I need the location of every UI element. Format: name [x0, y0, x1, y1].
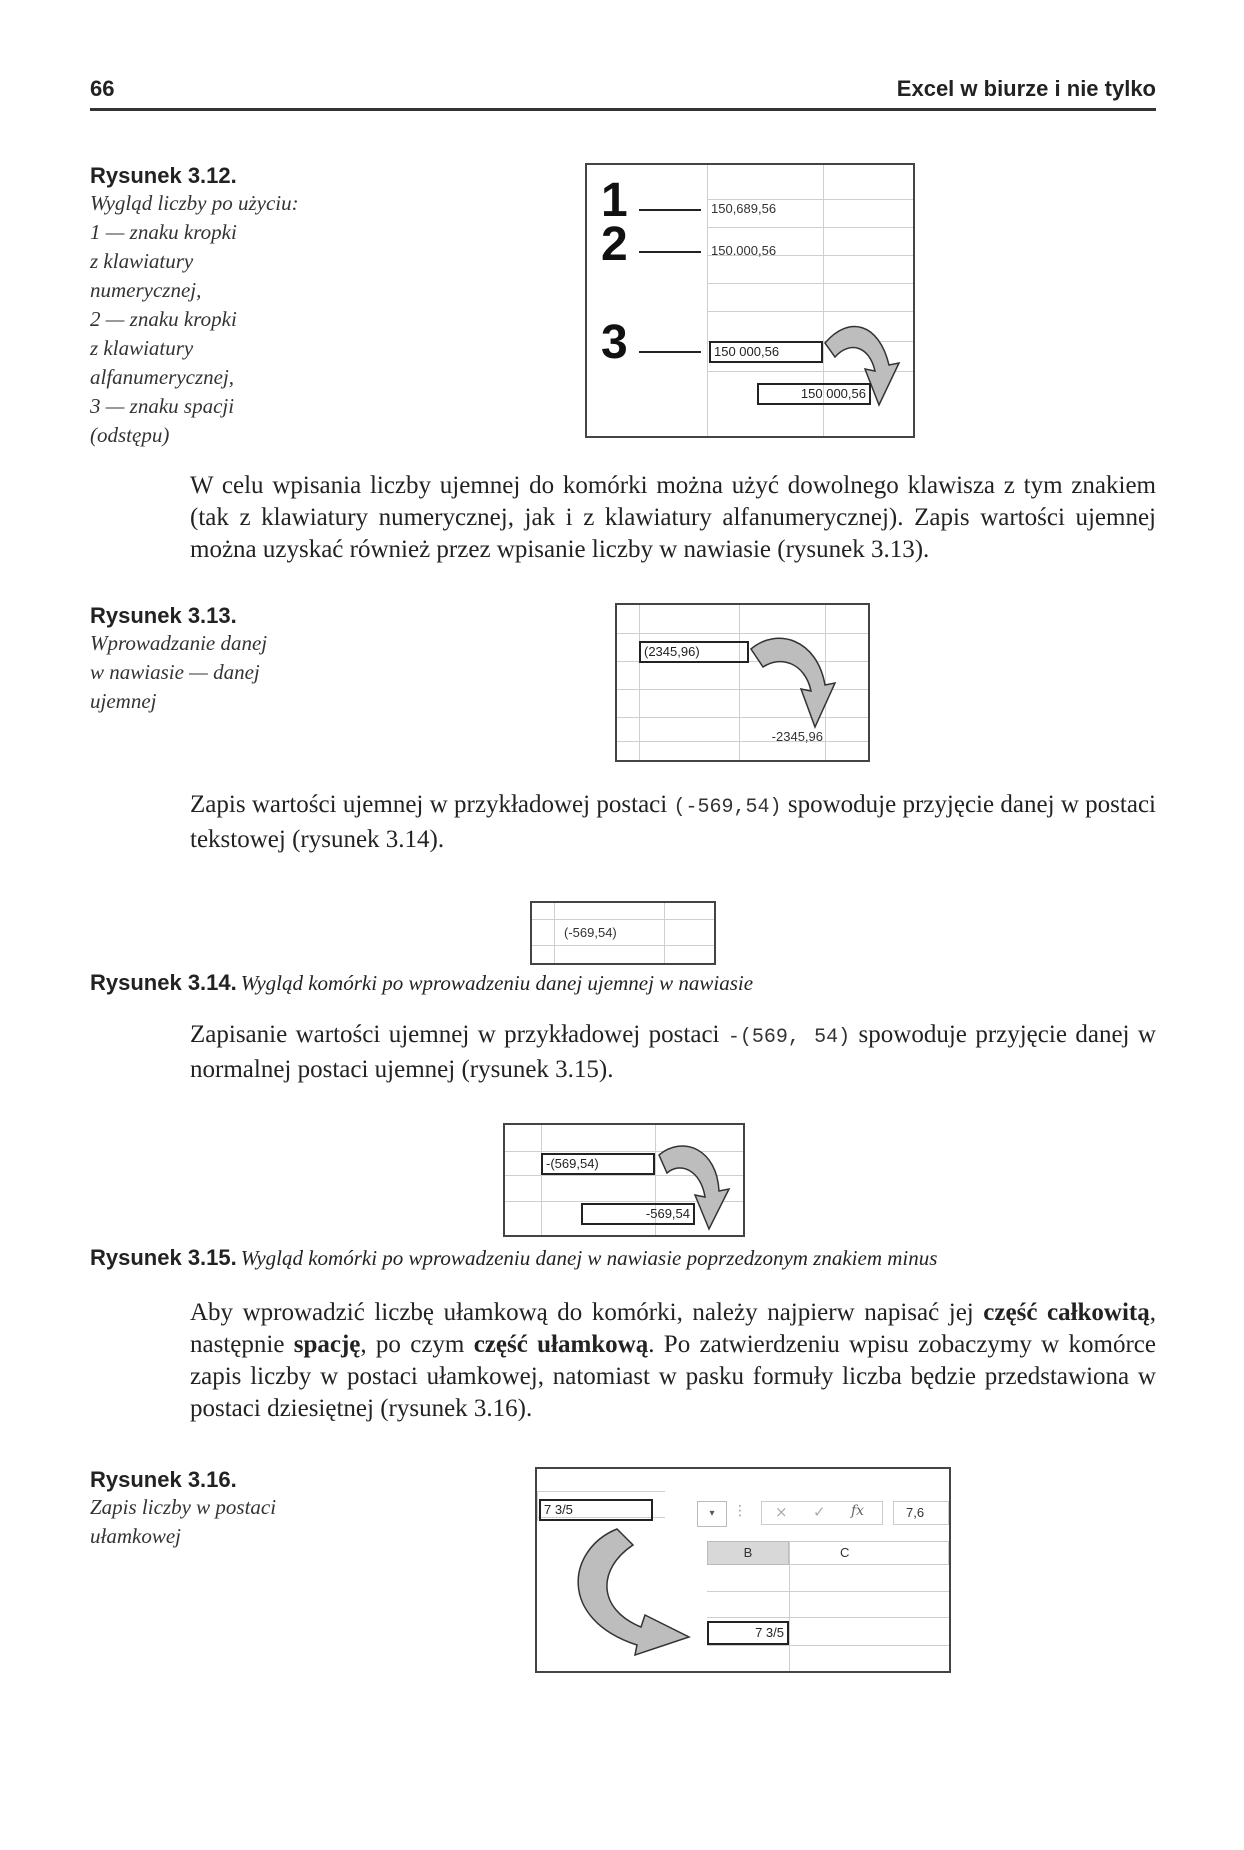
- confirm-icon[interactable]: ✓: [813, 1503, 826, 1521]
- paragraph-fraction-entry: [190, 1297, 1156, 1425]
- figure-3-16-title: Rysunek 3.16.: [90, 1467, 237, 1492]
- figure-3-13-screenshot: [615, 603, 870, 762]
- marker-3: 3: [601, 316, 628, 369]
- code-example-bracket: (-569,54): [673, 796, 782, 819]
- formula-bar-separator-icon: ⋮: [733, 1503, 747, 1519]
- cell-minus-input: -(569,54): [541, 1153, 655, 1175]
- cell-numeric-dot: 150,689,56: [711, 201, 777, 216]
- figure-3-15-description: Wygląd komórki po wprowadzeniu danej w nawiasie poprzedzonym znakiem minus: [240, 1246, 938, 1270]
- curved-arrow-icon: [617, 605, 868, 760]
- fx-icon[interactable]: fx: [851, 1503, 865, 1519]
- paragraph-fraction-part-1: Aby wprowadzić liczbę ułamkową do komórki, należy najpierw napisać jej: [190, 1299, 984, 1326]
- cell-bracket-result: -2345,96: [771, 729, 823, 744]
- header-rule: [90, 108, 1156, 111]
- figure-3-16-caption: [90, 1467, 380, 1551]
- cancel-icon[interactable]: ×: [775, 1503, 788, 1521]
- cell-space-input: 150 000,56: [709, 341, 823, 363]
- figure-3-13-description: Wprowadzanie danej w nawiasie — danej ujemnej: [90, 631, 268, 713]
- cell-alnum-dot: 150.000,56: [711, 243, 777, 258]
- code-example-minus: -(569, 54): [727, 1026, 851, 1049]
- cell-fraction-input: 7 3/5: [539, 1499, 653, 1521]
- cell-minus-result: -569,54: [581, 1203, 695, 1225]
- figure-3-15-caption: [90, 1245, 1156, 1271]
- figure-3-16-description: Zapis liczby w postaci ułamkowej: [90, 1495, 277, 1548]
- figure-3-15-title: Rysunek 3.15.: [90, 1245, 237, 1270]
- figure-3-12-caption: [90, 163, 360, 450]
- formula-bar-value[interactable]: 7,6: [893, 1501, 949, 1525]
- figure-3-13-caption: [90, 603, 360, 716]
- column-header-b[interactable]: B: [707, 1541, 789, 1565]
- paragraph-minus-entry: [190, 1019, 1156, 1086]
- cell-text-value: (-569,54): [564, 925, 617, 940]
- paragraph-text-entry: [190, 789, 1156, 856]
- figure-3-14-screenshot: [530, 901, 716, 965]
- figure-3-16-screenshot: [535, 1467, 951, 1673]
- page-number: 66: [90, 76, 115, 101]
- paragraph-fraction-part-4: . Po zatwierdzeniu wpisu zobaczymy w komórce zapis liczby w postaci ułamkowej, natomiast w pasku formuły liczba będzie przedstawiona w postaci dziesiętnej (rysunek 3.16).: [190, 1331, 1157, 1422]
- bold-integer-part: część całkowitą: [983, 1299, 1150, 1326]
- paragraph-minus-entry-end: spowoduje przyjęcie danej w normalnej postaci ujemnej (rysunek 3.15).: [190, 1021, 1156, 1083]
- marker-2: 2: [601, 218, 628, 271]
- paragraph-fraction-part-2: , następnie: [190, 1299, 1156, 1358]
- figure-3-12-screenshot: [585, 163, 915, 438]
- cell-space-result: 150 000,56: [757, 383, 871, 405]
- figure-3-14-description: Wygląd komórki po wprowadzeniu danej ujemnej w nawiasie: [240, 971, 754, 995]
- paragraph-fraction-part-3: , po czym: [360, 1331, 474, 1358]
- figure-3-12-title: Rysunek 3.12.: [90, 163, 237, 188]
- figure-3-14-title: Rysunek 3.14.: [90, 970, 237, 995]
- paragraph-text-entry-start: Zapis wartości ujemnej w przykładowej postaci: [190, 791, 674, 818]
- paragraph-minus-entry-start: Zapisanie wartości ujemnej w przykładowej postaci: [190, 1021, 728, 1048]
- bold-space: spację: [293, 1331, 361, 1358]
- figure-3-15-screenshot: [503, 1123, 745, 1237]
- figure-3-14-caption: [90, 970, 1156, 996]
- name-box-dropdown-icon[interactable]: ▾: [697, 1501, 727, 1527]
- running-title: Excel w biurze i nie tylko: [896, 76, 1156, 101]
- cell-fraction-result: 7 3/5: [707, 1621, 789, 1645]
- paragraph-negative-entry: W celu wpisania liczby ujemnej do komórki można użyć dowolnego klawisza z tym znakiem (tak z klawiatury numerycznej, jak i z klawiatury alfanumerycznej). Zapis wartości ujemnej można uzyskać również przez wpisanie liczby w nawiasie (rysunek 3.13).: [190, 472, 1156, 563]
- paragraph-text-entry-end: spowoduje przyjęcie danej w postaci tekstowej (rysunek 3.14).: [190, 791, 1156, 853]
- figure-3-13-title: Rysunek 3.13.: [90, 603, 237, 628]
- cell-bracket-input: (2345,96): [639, 641, 749, 663]
- bold-fraction-part: część ułamkową: [473, 1331, 649, 1358]
- marker-1: 1: [601, 174, 628, 227]
- column-header-c[interactable]: C: [789, 1541, 949, 1565]
- figure-3-12-description: Wygląd liczby po użyciu: 1 — znaku kropki z klawiatury numerycznej, 2 — znaku kropki z klawiatury alfanumerycznej, 3 — znaku spacji (odstępu): [90, 191, 299, 447]
